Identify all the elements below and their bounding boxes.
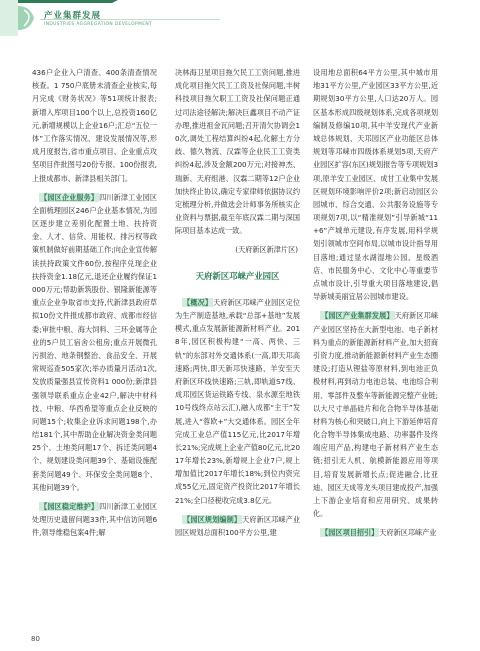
paragraph [313,526,438,539]
paragraph-text: 天府新区邛崃产业园区规划总面积100平方公里,建 [175,514,300,537]
section-tag: 【概况】 [183,297,213,307]
header-subtitle: INDUSTRIES AGGREGATION DEVELOPMENT [44,22,153,27]
paragraph: 决林海卫星项目拖欠民工工资问题,推进成化项目拖欠民工工资及社保问题,丰树科技项目拖欠职工工资及社保问题正通过司法途径解决;解决巨鑫项目不动产证办理,推进祖金瓦问题;召开清欠协调会10次,调处工程结算纠纷4起,化解土方分歧、德久物流、汉霖等企业民工工资类纠纷4起,涉及金额200万元;对接神杰、瑞新、天府组港、汉霖二期等12户企业加快终止协议,确定专家律师依据协议约定梳理分析,并做选会计师事务所核实企业资料与票据,截至年底汉霖二期与深国际项目基本达成一致。 [175,68,300,236]
text-column-middle [175,66,300,539]
header-title: 产业集群发展 [44,11,102,21]
page-number: 80 [31,635,40,643]
paragraph [32,191,157,494]
text-column-left [32,66,157,540]
paragraph [313,309,438,520]
text-column-right [313,66,438,540]
section-tag: 【园区稳定维护】 [40,502,99,511]
source-attribution: (天府新区新津片区) [235,245,298,255]
paragraph [175,296,300,507]
section-tag: 【园区企业服务】 [40,192,99,202]
paragraph-text: 天府新区邛崃产业 [379,528,437,538]
section-tag: 【园区规划编制】 [183,514,242,524]
paragraph: 设用地总面积64平方公里,其中城市用地31平方公里,产业园区33平方公里,近期规划30平方公里,人口达20万人。园区基本形成四级规划体系,完成各项规划编制及修编10项,其中羊安现代产业新城总体规划、天邛园区产业功能区总体规划等邛崃市四级体系规划5项,天府产业园区扩容(东区)规划报告等专项规划3项,原羊安工业园区、成甘工业集中发展区规划环境影响评价2项;新启动园区公园城市、综合交通、公共服务设施等专项规划7项,以“精准规划”引导新城“11+6”产城单元建设,有序发展,用科学规划引领城市空间布局,以城市设计指导用目落地;通过显水湖湿地公园、星级酒店、市民服务中心、文化中心等重要节点城市设计,引导重大项目落地建设,倡导新城美丽宜居公园城市建设。 [313,68,438,302]
paragraph-text: 四川新津工业园区全面梳理园区246户企业基本情况,为园区逐步建立差别化配置土地、扶持资金、人才、信贷、用能权、排污权等政策机制做好前期基础工作;向企业宣传解读扶持政策文件60份,按程序兑现企业扶持资金1.18亿元,退还企业履约保证1 000万元;帮助新筑股份、银隆新能源等重点企业争取省市支持,代新津县政府草拟10份文件报成都市政府、成都市经信委;审批中粮、海大饲料、三环金属等企业的5户员工宿舍公租房;重点开展微孔污损治、地条钢整治、食品安全、开展常规巡查505家次;举办质量月活动1次,发放质量强县宣传资料1 000份;新津县强领导联系重点企业42户,解决中材科技、中粮、华西希望等重点企业反映的问题15个;收集企业诉求问题198个,办结181个,其中帮助企业解决资金类问题25个、土地类问题17个、拆迁类问题4个、规划建设类问题39个、基础设施配套类问题49个、环保安全类问题8个、其他问题39个。 [32,192,157,492]
paragraph: 436户企业入户清查、400条清查情况核查。1 750户底册未清查企业核实,每月完成《财务状况》等51项统计报表;新增入库项目100个以上,总投资160亿元,新增规模以上企业16户;汇总“五位一体”工作落实情况、建设发展情况等,形成月度报告,省市重点项目、企业重点攻坚项目件批图号20份专报、100份报表,上报成都市、新津县相关部门。 [32,68,157,183]
paragraph [32,500,157,540]
paragraph [175,513,300,539]
paragraph-text: 天府新区邛崃产业园区坚持在大新型电池、电子新材料为重点的新能源新材料产业,加大招商引资力度,推动新能源新材料产业生态圈建设;打造从锂盐等原材料,到电池正负极材料,再到动力电池总装、电池综合利用、零部件及整车等新能源完整产业链;以大尺寸单晶硅片和化合物半导体基础材料为核心和突破口,向上下游延伸培育化合物半导体集成电路、功率器件及终端应用产品,构建电子新材料产业生态链;招引无人机、航模新能源应用等项目,培育发展新增长点;促进融合,比亚迪、园区天成等龙头项目建成投产,加强上下游企业培育和应用研究、成果转化。 [313,311,438,519]
section-tag: 【园区产业集群发展】 [321,311,394,321]
section-title: 天府新区邛崃产业园区 [195,270,280,281]
paragraph-text: 天府新区邛崃产业园区定位为生产制造基地,承载“总部+基地”发展模式,重点发展新能源新材料产业。2018年,园区积极构建“一高、两快、三轨”的东部对外交通体系(一高,即天邛高速路;两快,即天新邛快速路、羊安至天府新区环线快速路;三轨,即轨道S7线、成邛园区货运铁路专线、泉水源至地铁10号线终点站云汇),融入成都“主干”发展,进入“蓉欧+”大交通体系。园区全年完成工业总产值115亿元,比2017年增长21%;完成规上企业产值80亿元,比2017年增长23%,新增规上企业7户,规上增加值比2017年增长18%;到位内资完成55亿元,固定资产投资比2017年增长21%;全口径税收完成3.8亿元。 [175,297,300,505]
section-tag: 【园区项目招引】 [321,528,379,538]
paragraph-text: 四川新津工业园区处理历史遗留问题33件,其中信访问题6件,领导维稳包案4件;解 [32,502,157,538]
